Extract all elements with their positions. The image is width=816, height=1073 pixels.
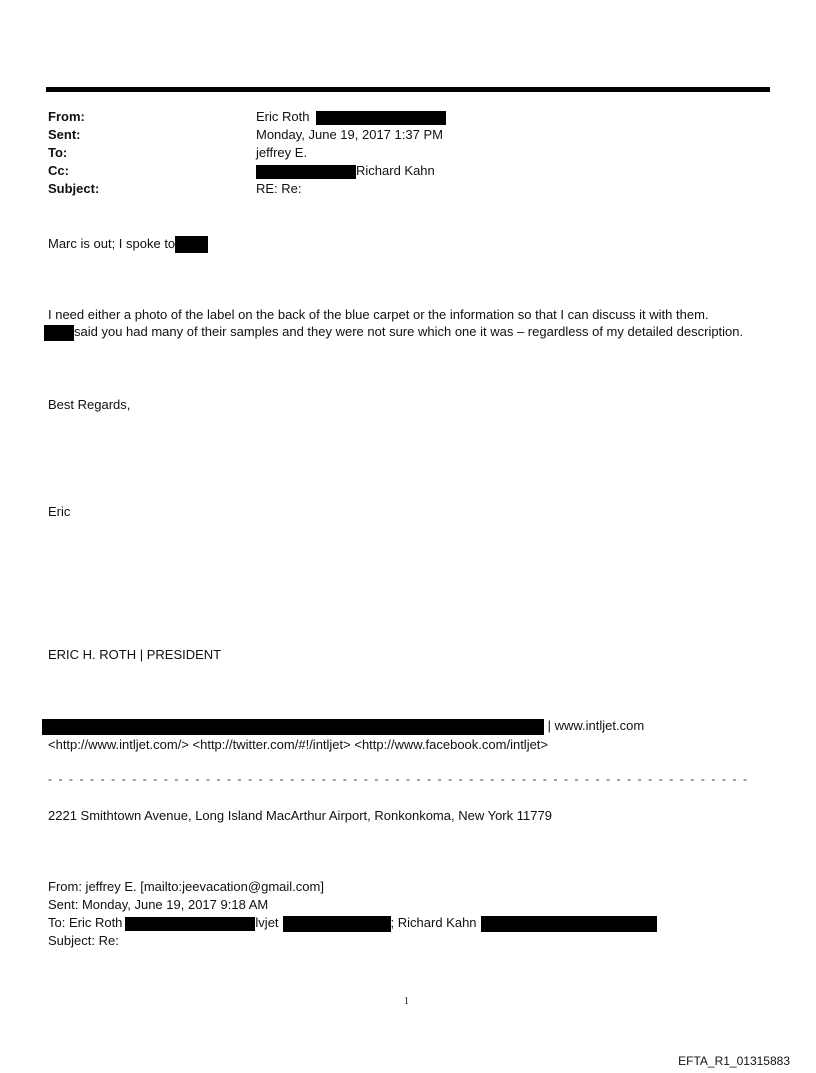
from-label: From:: [48, 109, 85, 124]
body-para-2-line-2: [44, 324, 743, 341]
closing: Best Regards,: [48, 397, 131, 412]
sent-label: Sent:: [48, 127, 81, 142]
body-para-2-line-2-text: said you had many of their samples and they were not sure which one it was – regardless of my detailed description.: [74, 324, 744, 339]
redaction-block: [256, 165, 356, 179]
quoted-to-mid: lvjet: [255, 915, 279, 930]
quoted-to: [48, 915, 657, 932]
from-value: [256, 109, 446, 125]
from-name: Eric Roth: [256, 109, 310, 124]
redaction-block: [316, 111, 446, 125]
quoted-from: From: jeffrey E. [mailto:jeevacation@gmail.com]: [48, 879, 324, 894]
redaction-block: [44, 325, 74, 341]
redaction-block: [125, 917, 255, 931]
quoted-to-prefix: To: Eric Roth: [48, 915, 123, 930]
quoted-subject: Subject: Re:: [48, 933, 119, 948]
quoted-to-suffix: ; Richard Kahn: [390, 915, 477, 930]
page-number: 1: [404, 996, 409, 1007]
body-line-1-text: Marc is out; I spoke to: [48, 236, 176, 251]
bates-number: EFTA_R1_01315883: [678, 1054, 790, 1068]
signature-contact: [42, 718, 644, 735]
header-rule: [46, 87, 770, 92]
cc-name: Richard Kahn: [356, 163, 435, 178]
redaction-block: [481, 916, 657, 932]
quoted-sent: Sent: Monday, June 19, 2017 9:18 AM: [48, 897, 269, 912]
body-line-1: [48, 236, 208, 253]
redaction-block: [42, 719, 544, 735]
signature-title: ERIC H. ROTH | PRESIDENT: [48, 647, 222, 662]
signature-address: 2221 Smithtown Avenue, Long Island MacArthur Airport, Ronkonkoma, New York 11779: [48, 808, 552, 823]
to-label: To:: [48, 145, 68, 160]
subject-label: Subject:: [48, 181, 100, 196]
redaction-block: [175, 236, 208, 253]
subject-value: RE: Re:: [256, 181, 302, 196]
body-para-2-line-1: I need either a photo of the label on the back of the blue carpet or the information so that I can discuss it with them.: [48, 307, 709, 322]
redaction-block: [283, 916, 391, 932]
cc-value: [256, 163, 435, 179]
signature-divider: - - - - - - - - - - - - - - - - - - - - - - - - - - - - - - - - - - - - - - - - - - - - - - - - - - - - - - - - - - - - - - - - - - -: [48, 772, 749, 786]
to-value: jeffrey E.: [256, 145, 308, 160]
signature-website[interactable]: | www.intljet.com: [547, 718, 645, 733]
signature-links[interactable]: <http://www.intljet.com/> <http://twitter.com/#!/intljet> <http://www.facebook.com/intljet>: [48, 737, 549, 752]
sent-value: Monday, June 19, 2017 1:37 PM: [256, 127, 443, 142]
cc-label: Cc:: [48, 163, 69, 178]
sender-name: Eric: [48, 504, 71, 519]
